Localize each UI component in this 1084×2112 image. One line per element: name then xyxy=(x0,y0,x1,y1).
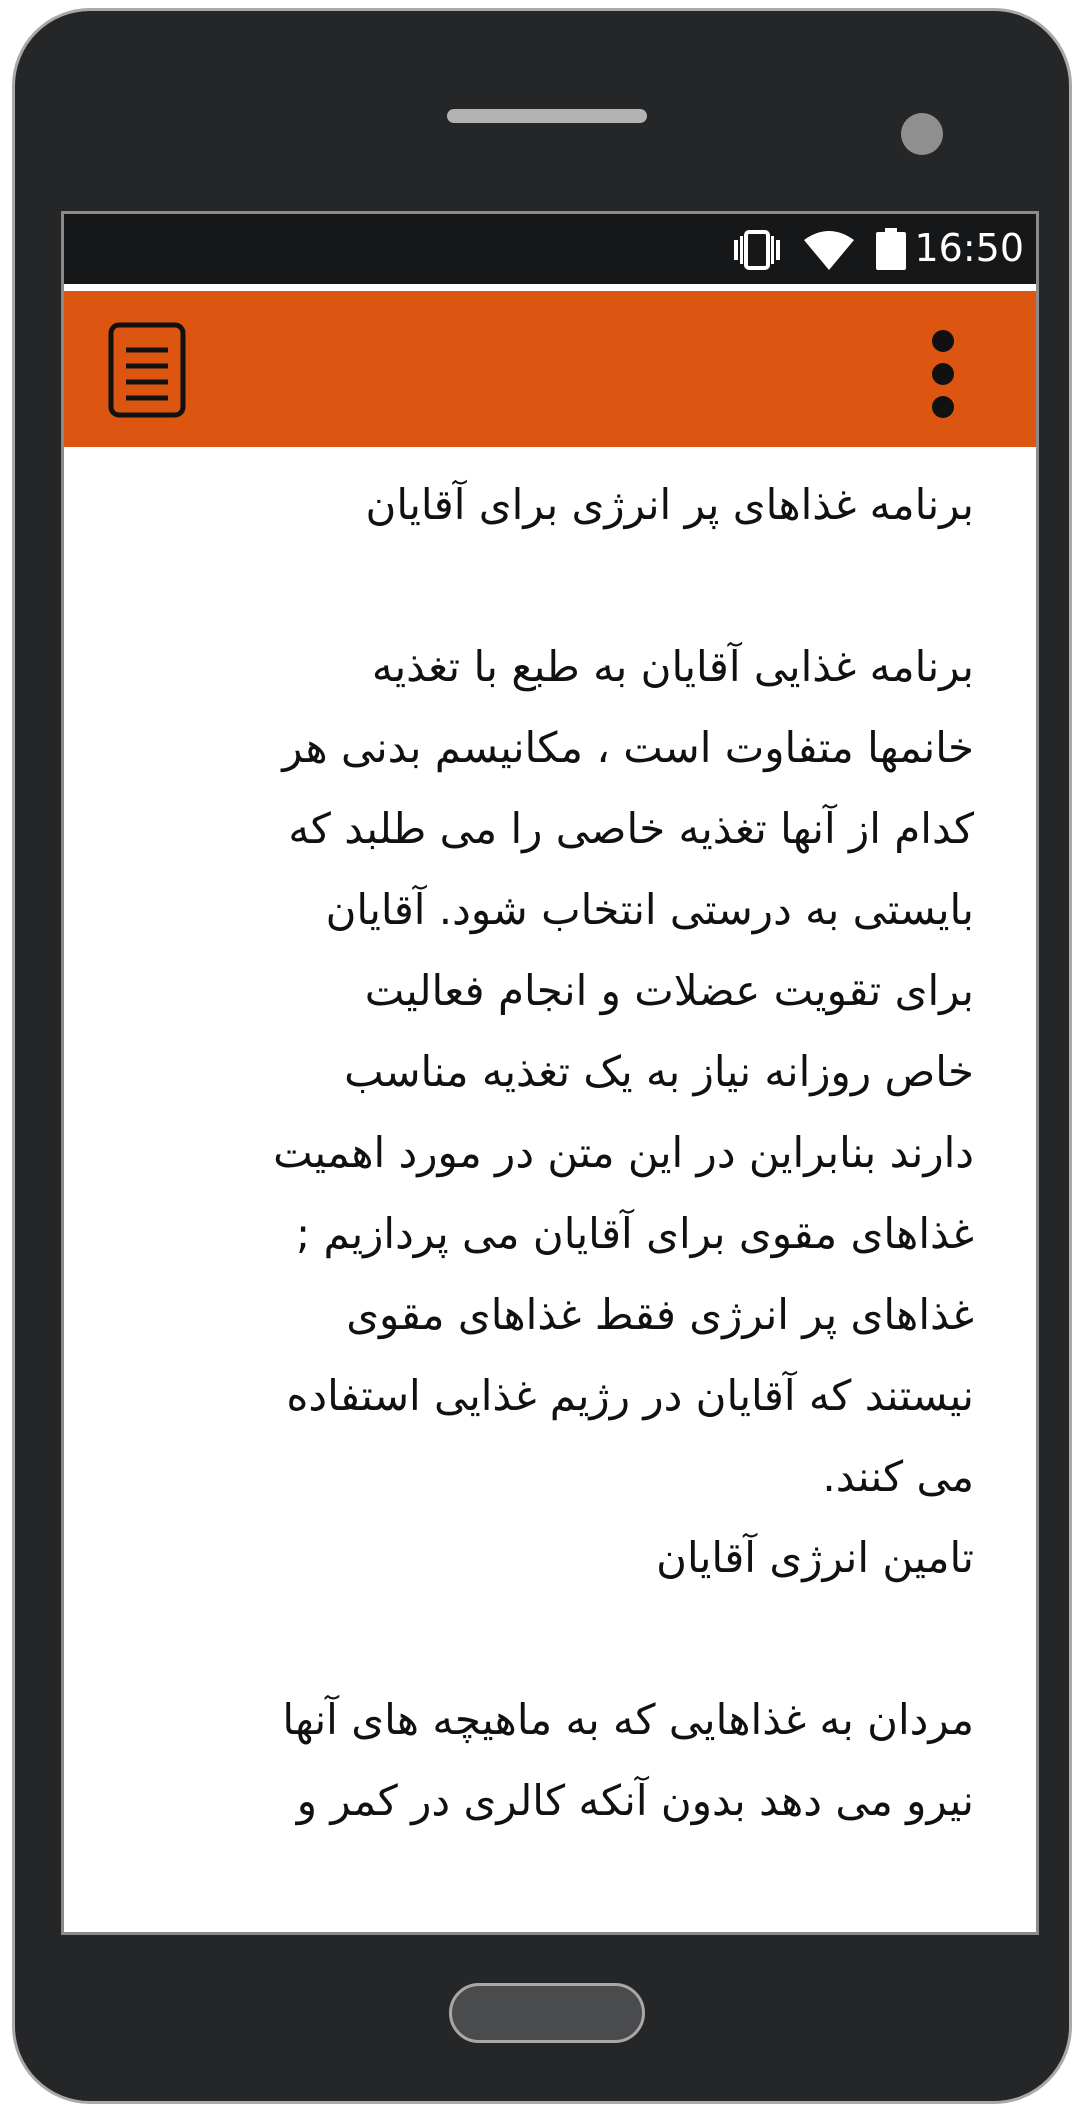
status-bar xyxy=(64,214,1036,284)
section-heading: تامین انرژی آقایان xyxy=(656,1533,974,1582)
spacer xyxy=(134,545,974,626)
overflow-menu-icon[interactable] xyxy=(928,329,958,419)
phone-frame xyxy=(12,8,1072,2104)
article-content xyxy=(134,464,974,1841)
article-paragraph: مردان به غذاهایی که به ماهیچه های آنها نیرو می دهد بدون آنکه کالری در کمر و xyxy=(282,1695,974,1825)
vibrate-icon xyxy=(730,230,784,270)
article-paragraph: برنامه غذایی آقایان به طبع با تغذیه خانمها متفاوت است ، مکانیسم بدنی هر کدام از آنها تغذیه خاصی را می طلبد که بایستی به درستی انتخاب شود. آقایان برای تقویت عضلات و انجام فعالیت خاص روزانه نیاز به یک تغذیه مناسب دارند بنابراین در این متن در مورد اهمیت غذاهای مقوی برای آقایان می پردازیم ; غذاهای پر انرژی فقط غذاهای مقوی نیستند که آقایان در رژیم غذایی استفاده می کنند. xyxy=(273,642,974,1501)
document-icon[interactable] xyxy=(108,322,186,418)
status-time: 16:50 xyxy=(914,226,1024,270)
speaker-grille xyxy=(447,109,647,123)
spacer xyxy=(134,1598,974,1679)
app-toolbar xyxy=(64,291,1036,447)
screen xyxy=(61,211,1039,1935)
home-button[interactable] xyxy=(449,1983,645,2043)
wifi-icon xyxy=(802,230,856,270)
front-camera xyxy=(901,113,943,155)
battery-icon xyxy=(876,228,906,270)
article-title: برنامه غذاهای پر انرژی برای آقایان xyxy=(365,480,974,529)
